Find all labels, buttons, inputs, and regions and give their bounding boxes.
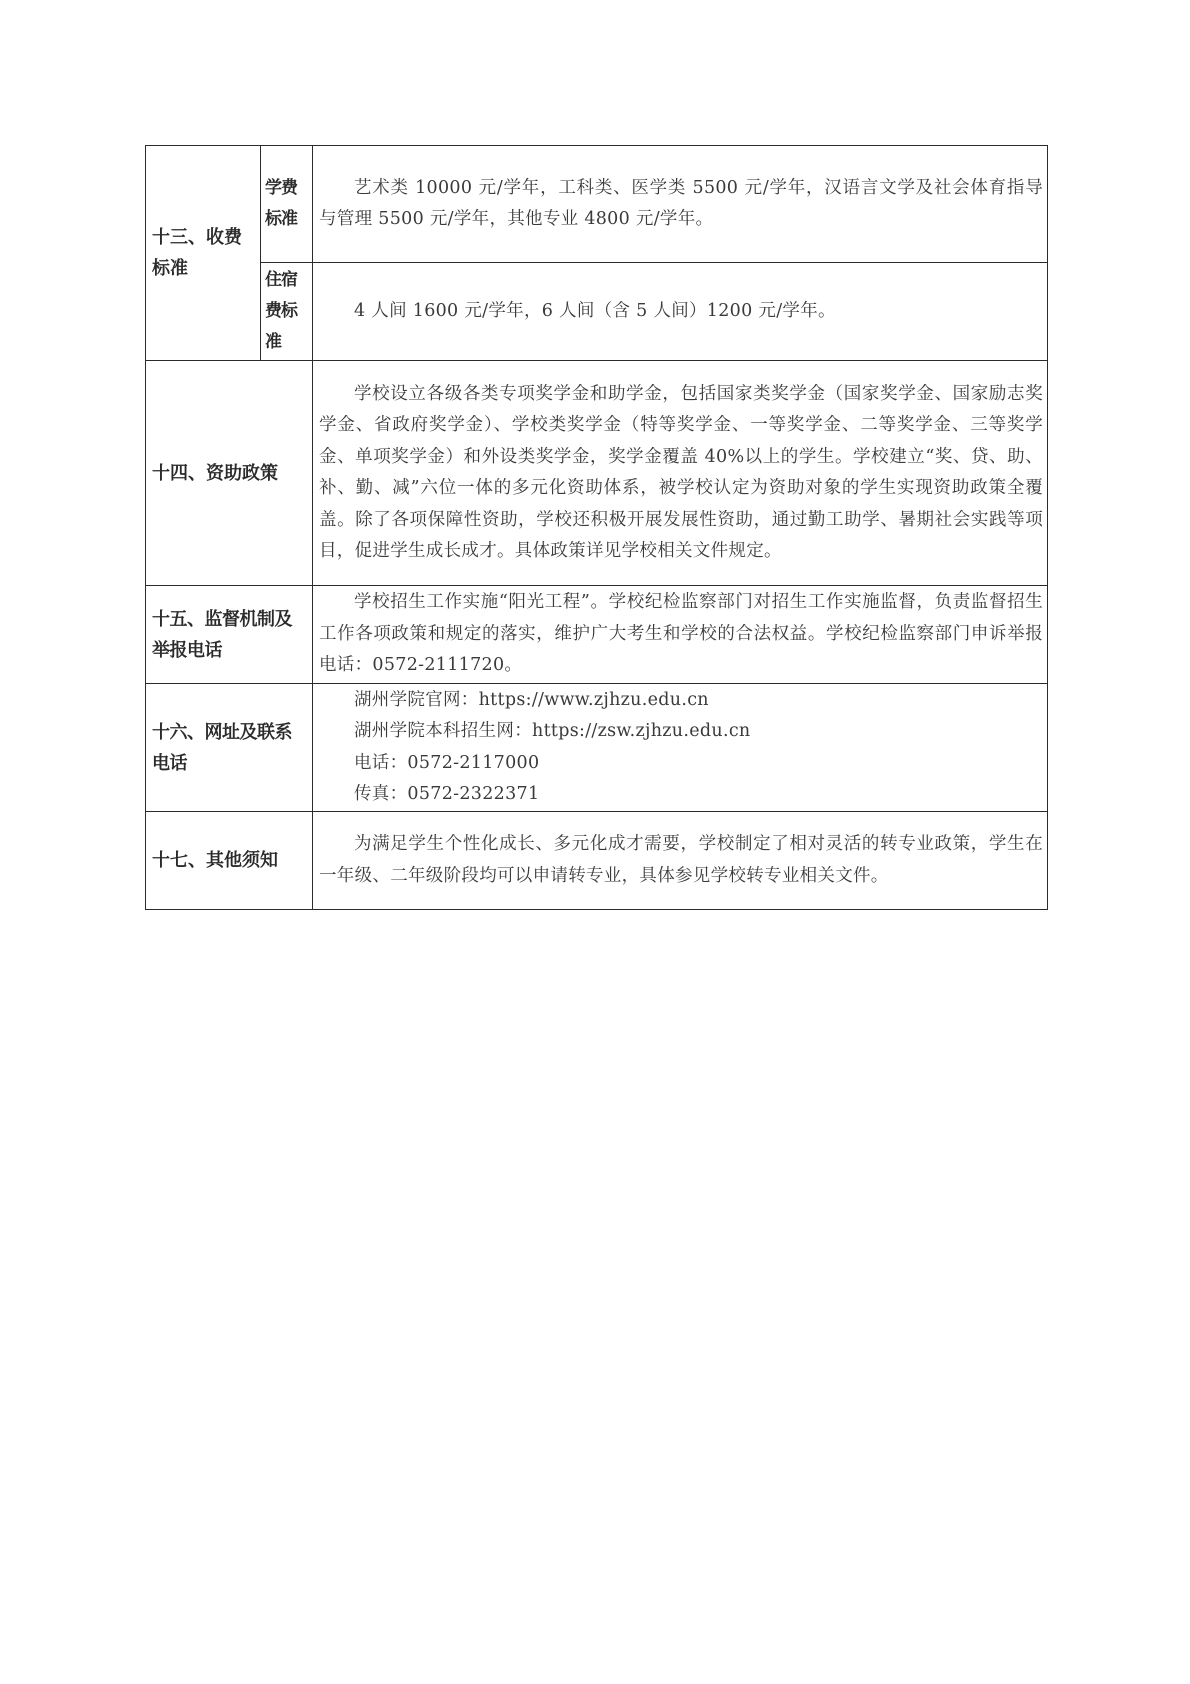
section-label-financial-aid: 十四、资助政策 bbox=[146, 361, 313, 586]
tuition-content bbox=[313, 146, 1048, 263]
financial-aid-content bbox=[313, 361, 1048, 586]
section-label-contacts bbox=[146, 684, 313, 812]
dorm-label-line2: 费标 bbox=[265, 301, 297, 321]
admissions-info-table bbox=[145, 145, 1048, 910]
table-row-fees-tuition bbox=[146, 146, 1048, 263]
financial-aid-paragraph: 学校设立各级各类专项奖学金和助学金，包括国家类奖学金（国家奖学金、国家励志奖学金、省政府奖学金）、学校类奖学金（特等奖学金、一等奖学金、二等奖学金、三等奖学金、单项奖学金）和外设类奖学金，奖学金覆盖 40%以上的学生。学校建立“奖、贷、助、补、勤、减”六位一体的多元化资助体系，被学校认定为资助对象的学生实现资助政策全覆盖。除了各项保障性资助，学校还积极开展发展性资助，通过勤工助学、暑期社会实践等项目，促进学生成长成才。具体政策详见学校相关文件规定。 bbox=[319, 383, 1043, 561]
table-row-contacts bbox=[146, 684, 1048, 812]
phone-line: 电话：0572-2117000 bbox=[354, 752, 540, 773]
tuition-label-line2: 标准 bbox=[265, 209, 297, 229]
other-notes-content bbox=[313, 812, 1048, 910]
contacts-content bbox=[313, 684, 1048, 812]
tuition-paragraph: 艺术类 10000 元/学年，工科类、医学类 5500 元/学年，汉语言文学及社会体育指导与管理 5500 元/学年，其他专业 4800 元/学年。 bbox=[319, 177, 1043, 229]
table-row-supervision bbox=[146, 586, 1048, 684]
subsection-label-dorm bbox=[261, 263, 313, 361]
fax-line: 传真：0572-2322371 bbox=[354, 784, 540, 804]
section-label-fees-line2: 标准 bbox=[152, 258, 188, 279]
dorm-paragraph: 4 人间 1600 元/学年，6 人间（含 5 人间）1200 元/学年。 bbox=[354, 300, 836, 321]
table-row-other-notes bbox=[146, 812, 1048, 910]
table-row-fees-dorm bbox=[146, 263, 1048, 361]
tuition-label-line1: 学费 bbox=[265, 178, 297, 198]
admissions-website-line[interactable]: 湖州学院本科招生网：https://zsw.zjhzu.edu.cn bbox=[354, 721, 751, 741]
section-label-supervision bbox=[146, 586, 313, 684]
official-website-line[interactable]: 湖州学院官网：https://www.zjhzu.edu.cn bbox=[354, 689, 709, 710]
dorm-label-line1: 住宿 bbox=[265, 270, 297, 290]
contacts-label-line2: 电话 bbox=[152, 752, 187, 774]
other-notes-paragraph: 为满足学生个性化成长、多元化成才需要，学校制定了相对灵活的转专业政策，学生在一年级、二年级阶段均可以申请转专业，具体参见学校转专业相关文件。 bbox=[319, 834, 1043, 886]
supervision-paragraph: 学校招生工作实施“阳光工程”。学校纪检监察部门对招生工作实施监督，负责监督招生工作各项政策和规定的落实，维护广大考生和学校的合法权益。学校纪检监察部门申诉举报电话：0572-2111720。 bbox=[319, 592, 1043, 676]
supervision-content bbox=[313, 586, 1048, 684]
contacts-label-line1: 十六、网址及联系 bbox=[152, 721, 292, 743]
dorm-label-line3: 准 bbox=[265, 332, 281, 352]
subsection-label-tuition bbox=[261, 146, 313, 263]
supervision-label-line1: 十五、监督机制及 bbox=[152, 608, 292, 630]
section-label-fees bbox=[146, 146, 261, 361]
section-label-other-notes: 十七、其他须知 bbox=[146, 812, 313, 910]
supervision-label-line2: 举报电话 bbox=[152, 639, 222, 661]
table-row-financial-aid bbox=[146, 361, 1048, 586]
dorm-content bbox=[313, 263, 1048, 361]
section-label-fees-line1: 十三、收费 bbox=[152, 227, 242, 248]
